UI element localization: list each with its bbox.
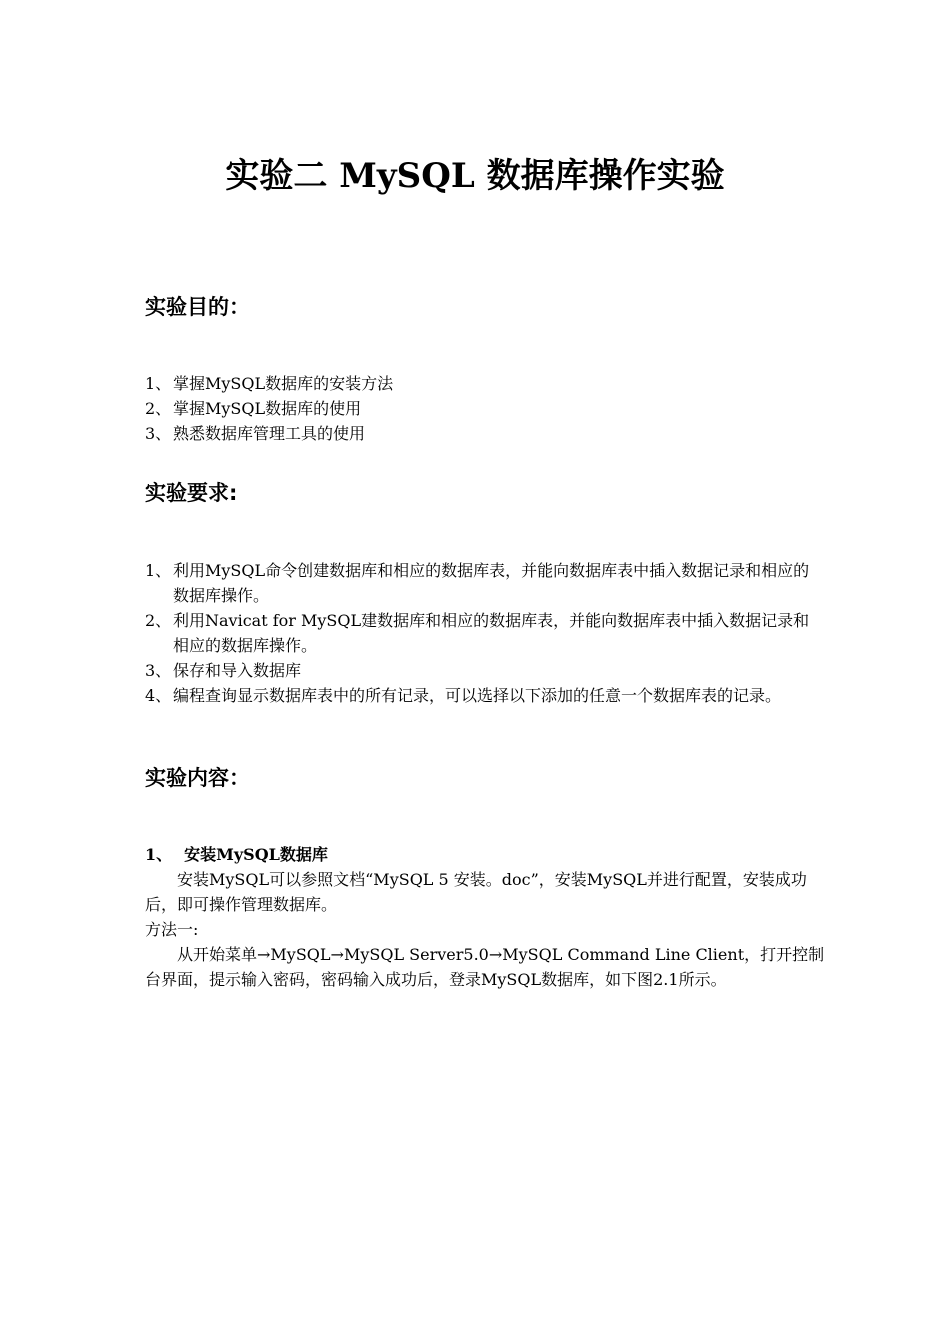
method-label: 方法一: [145, 920, 199, 939]
method-paragraph: 从开始菜单→MySQL→MySQL Server5.0→MySQL Command Line Client，打开控制台界面，提示输入密码，密码输入成功后，登录MySQL数据库，如下图2.1所示。 [145, 945, 825, 989]
requirements-list [145, 558, 825, 708]
heading-content: 实验内容： [145, 766, 250, 790]
document-title: 实验二 MySQL 数据库操作实验 [225, 156, 725, 196]
purpose-list [145, 371, 825, 446]
list-item: 1、 掌握MySQL数据库的安装方法 [145, 374, 394, 393]
list-item: 2、 掌握MySQL数据库的使用 [145, 399, 362, 418]
content-step-1 [145, 842, 825, 992]
list-item: 3、 保存和导入数据库 [145, 661, 302, 680]
list-item: 3、 熟悉数据库管理工具的使用 [145, 424, 366, 443]
heading-requirements: 实验要求: [145, 481, 238, 505]
step-title: 1、 安装MySQL数据库 [145, 845, 328, 864]
list-item: 1、 利用MySQL命令创建数据库和相应的数据库表，并能向数据库表中插入数据记录和相应的数据库操作。 [145, 561, 810, 605]
list-item: 2、 利用Navicat for MySQL建数据库和相应的数据库表，并能向数据库表中插入数据记录和相应的数据库操作。 [145, 611, 810, 655]
list-item: 4、 编程查询显示数据库表中的所有记录，可以选择以下添加的任意一个数据库表的记录。 [145, 686, 782, 705]
heading-purpose: 实验目的： [145, 295, 250, 319]
install-paragraph: 安装MySQL可以参照文档“MySQL 5 安装。doc”，安装MySQL并进行配置，安装成功后，即可操作管理数据库。 [145, 870, 807, 914]
